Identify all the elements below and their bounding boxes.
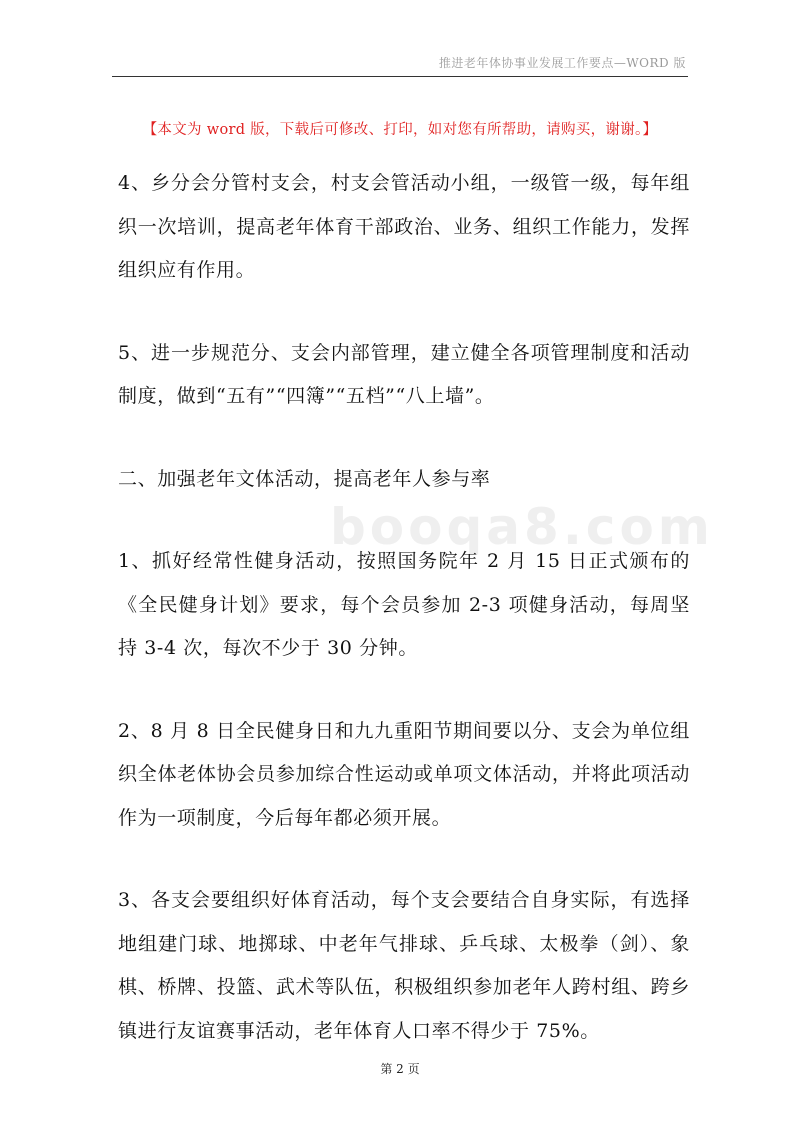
page-header [112, 52, 688, 77]
paragraph-item-2: 2、8 月 8 日全民健身日和九九重阳节期间要以分、支会为单位组织全体老体协会员参加综合性运动或单项文体活动，并将此项活动作为一项制度，今后每年都必须开展。 [118, 719, 690, 829]
paragraph-item-3: 3、各支会要组织好体育活动，每个支会要结合自身实际，有选择地组建门球、地掷球、中老年气排球、乒乓球、太极拳（剑）、象棋、桥牌、投篮、武术等队伍，积极组织参加老年人跨村组、跨乡镇进行友谊赛事活动，老年体育人口率不得少于 75%。 [118, 889, 690, 1042]
paragraph-item-5: 5、进一步规范分、支会内部管理，建立健全各项管理制度和活动制度，做到“五有”“四簿”“五档”“八上墙”。 [118, 341, 690, 407]
paragraph-item-4: 4、乡分会分管村支会，村支会管活动小组，一级管一级，每年组织一次培训，提高老年体育干部政治、业务、组织工作能力，发挥组织应有作用。 [118, 172, 690, 281]
watermark: booqa8.com [330, 498, 714, 556]
section-heading: 二、加强老年文体活动，提高老年人参与率 [118, 467, 491, 490]
document-title-header: 推进老年体协事业发展工作要点—WORD 版 [438, 56, 686, 70]
page-number: 第 2 页 [380, 1062, 420, 1076]
paragraph-item-1: 1、抓好经常性健身活动，按照国务院年 2 月 15 日正式颁布的《全民健身计划》要求，每个会员参加 2-3 项健身活动，每周坚持 3-4 次，每次不少于 30 分钟。 [118, 550, 690, 659]
download-notice: 【本文为 word 版，下载后可修改、打印，如对您有所帮助，请购买，谢谢。】 [142, 122, 658, 138]
document-body [118, 162, 690, 1092]
